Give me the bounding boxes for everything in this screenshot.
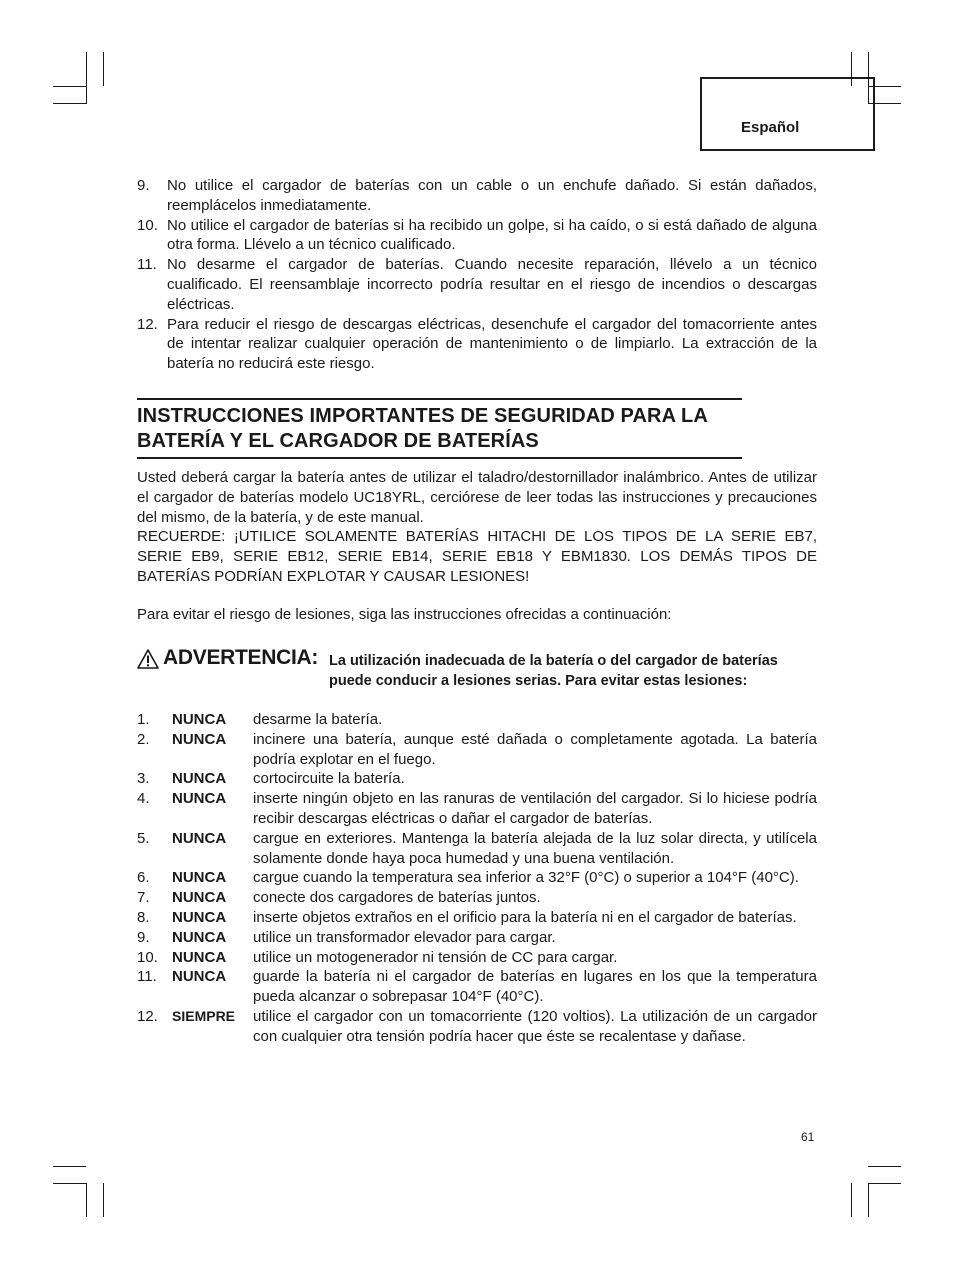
list-item (137, 315, 817, 374)
battery-rules-list (137, 710, 817, 1047)
item-number: 10. (137, 216, 158, 234)
warning-triangle-icon (137, 649, 159, 669)
crop-mark (103, 1183, 104, 1217)
crop-mark (53, 86, 86, 87)
item-number: 9. (137, 177, 150, 194)
language-label: Español (741, 119, 800, 136)
section-heading (137, 404, 757, 454)
heading-rule-top (137, 398, 742, 400)
crop-mark (868, 1166, 901, 1167)
item-text: No utilice el cargador de baterías con un cable o un enchufe dañado. Si están dañados, reemplácelos inmediatamente. (167, 177, 817, 214)
item-text: cargue en exteriores. Mantenga la batería alejada de la luz solar directa, y utilícela solamente donde haya poca humedad y una buena ventilación. (253, 829, 817, 867)
item-keyword: NUNCA (172, 908, 227, 926)
crop-mark (868, 1183, 869, 1217)
warning-block (137, 646, 827, 692)
item-number: 9. (137, 928, 150, 946)
item-number: 12. (137, 1007, 158, 1025)
item-number: 10. (137, 948, 158, 966)
intro-paragraph: Usted deberá cargar la batería antes de utilizar el taladro/destornillador inalámbrico. Antes de utilizar el cargador de baterías modelo UC18YRL, cerciórese de leer todas las instrucciones y precauciones del mismo, de la batería, y de este manual. (137, 469, 817, 526)
item-number: 12. (137, 315, 158, 333)
avoid-paragraph: Para evitar el riesgo de lesiones, siga las instrucciones ofrecidas a continuación: (137, 606, 672, 623)
item-text: guarde la batería ni el cargador de baterías en lugares en los que la temperatura pueda alcanzar o sobrepasar 104°F (40°C). (253, 968, 817, 1006)
item-keyword: NUNCA (172, 928, 227, 946)
item-number: 7. (137, 889, 150, 907)
crop-mark (53, 103, 86, 104)
item-text: inserte objetos extraños en el orificio para la batería ni en el cargador de baterías. (253, 908, 797, 926)
item-keyword: NUNCA (172, 948, 227, 966)
item-keyword: NUNCA (172, 829, 227, 847)
warning-title: ADVERTENCIA: (163, 646, 319, 669)
item-number: 11. (137, 968, 157, 986)
item-keyword: NUNCA (172, 869, 227, 887)
avoid-paragraph-wrap (137, 605, 817, 625)
section-intro (137, 468, 817, 587)
crop-mark (103, 52, 104, 86)
item-text: utilice un transformador elevador para cargar. (253, 928, 556, 946)
crop-mark (86, 1183, 87, 1217)
list-item (137, 255, 817, 314)
section-heading-line: BATERÍA Y EL CARGADOR DE BATERÍAS (137, 430, 539, 452)
list-item (137, 888, 817, 908)
list-item (137, 829, 817, 869)
crop-mark (851, 1183, 852, 1217)
item-text: cargue cuando la temperatura sea inferior a 32°F (0°C) o superior a 104°F (40°C). (253, 869, 799, 887)
heading-rule-bottom (137, 457, 742, 459)
item-number: 8. (137, 908, 150, 926)
item-keyword: NUNCA (172, 770, 227, 788)
list-item (137, 176, 817, 216)
item-keyword: SIEMPRE (172, 1007, 236, 1024)
list-item (137, 908, 817, 928)
item-number: 3. (137, 770, 150, 788)
item-text: No desarme el cargador de baterías. Cuando necesite reparación, llévelo a un técnico cualificado. El reensamblaje incorrecto podría resultar en el riesgo de incendios o descargas eléctricas. (167, 256, 817, 313)
list-item (137, 710, 817, 730)
item-text: desarme la batería. (253, 711, 383, 728)
item-text: inserte ningún objeto en las ranuras de ventilación del cargador. Si lo hiciese podría recibir descargas eléctricas o dañar el cargador de baterías. (253, 790, 817, 827)
item-number: 2. (137, 730, 150, 748)
charger-safety-list (137, 176, 817, 374)
list-item (137, 928, 817, 948)
crop-mark (53, 1183, 86, 1184)
item-keyword: NUNCA (172, 711, 227, 728)
item-keyword: NUNCA (172, 790, 227, 808)
list-item (137, 967, 817, 1007)
list-item (137, 730, 817, 770)
list-item (137, 216, 817, 256)
item-text: No utilice el cargador de baterías si ha recibido un golpe, si ha caído, o si está dañado de alguna otra forma. Llévelo a un técnico cualificado. (167, 216, 817, 254)
item-text: utilice el cargador con un tomacorriente (120 voltios). La utilización de un cargador con cualquier otra tensión podría hacer que éste se recalentase y dañase. (253, 1007, 817, 1045)
language-tab (700, 77, 875, 151)
crop-mark (86, 52, 87, 104)
item-keyword: NUNCA (172, 889, 227, 907)
section-heading-line: INSTRUCCIONES IMPORTANTES DE SEGURIDAD PARA LA (137, 405, 708, 427)
item-number: 1. (137, 711, 150, 728)
item-text: Para reducir el riesgo de descargas eléctricas, desenchufe el cargador del tomacorriente antes de intentar realizar cualquier operación de mantenimiento o de limpiarlo. La extracción de la batería no reducirá este riesgo. (167, 315, 817, 373)
item-number: 11. (137, 256, 157, 274)
item-keyword: NUNCA (172, 968, 227, 986)
item-keyword: NUNCA (172, 730, 227, 748)
warning-text: La utilización inadecuada de la batería o del cargador de baterías puede conducir a lesiones serias. Para evitar estas lesiones: (329, 653, 778, 689)
crop-mark (53, 1166, 86, 1167)
item-text: incinere una batería, aunque esté dañada o completamente agotada. La batería podría explotar en el fuego. (253, 730, 817, 768)
item-text: cortocircuite la batería. (253, 770, 405, 788)
item-number: 5. (137, 829, 150, 847)
list-item (137, 769, 817, 789)
item-number: 4. (137, 790, 150, 808)
list-item (137, 868, 817, 888)
item-number: 6. (137, 869, 150, 887)
crop-mark (868, 1183, 901, 1184)
remember-paragraph: RECUERDE: ¡UTILICE SOLAMENTE BATERÍAS HITACHI DE LOS TIPOS DE LA SERIE EB7, SERIE EB9, SERIE EB12, SERIE EB14, SERIE EB18 Y EBM1830. LOS DEMÁS TIPOS DE BATERÍAS PODRÍAN EXPLOTAR Y CAUSAR LESIONES! (137, 528, 817, 585)
item-text: utilice un motogenerador ni tensión de CC para cargar. (253, 948, 618, 966)
list-item (137, 948, 817, 968)
list-item (137, 789, 817, 829)
list-item (137, 1007, 817, 1047)
item-text: conecte dos cargadores de baterías juntos. (253, 889, 541, 907)
page-number: 61 (801, 1130, 815, 1144)
